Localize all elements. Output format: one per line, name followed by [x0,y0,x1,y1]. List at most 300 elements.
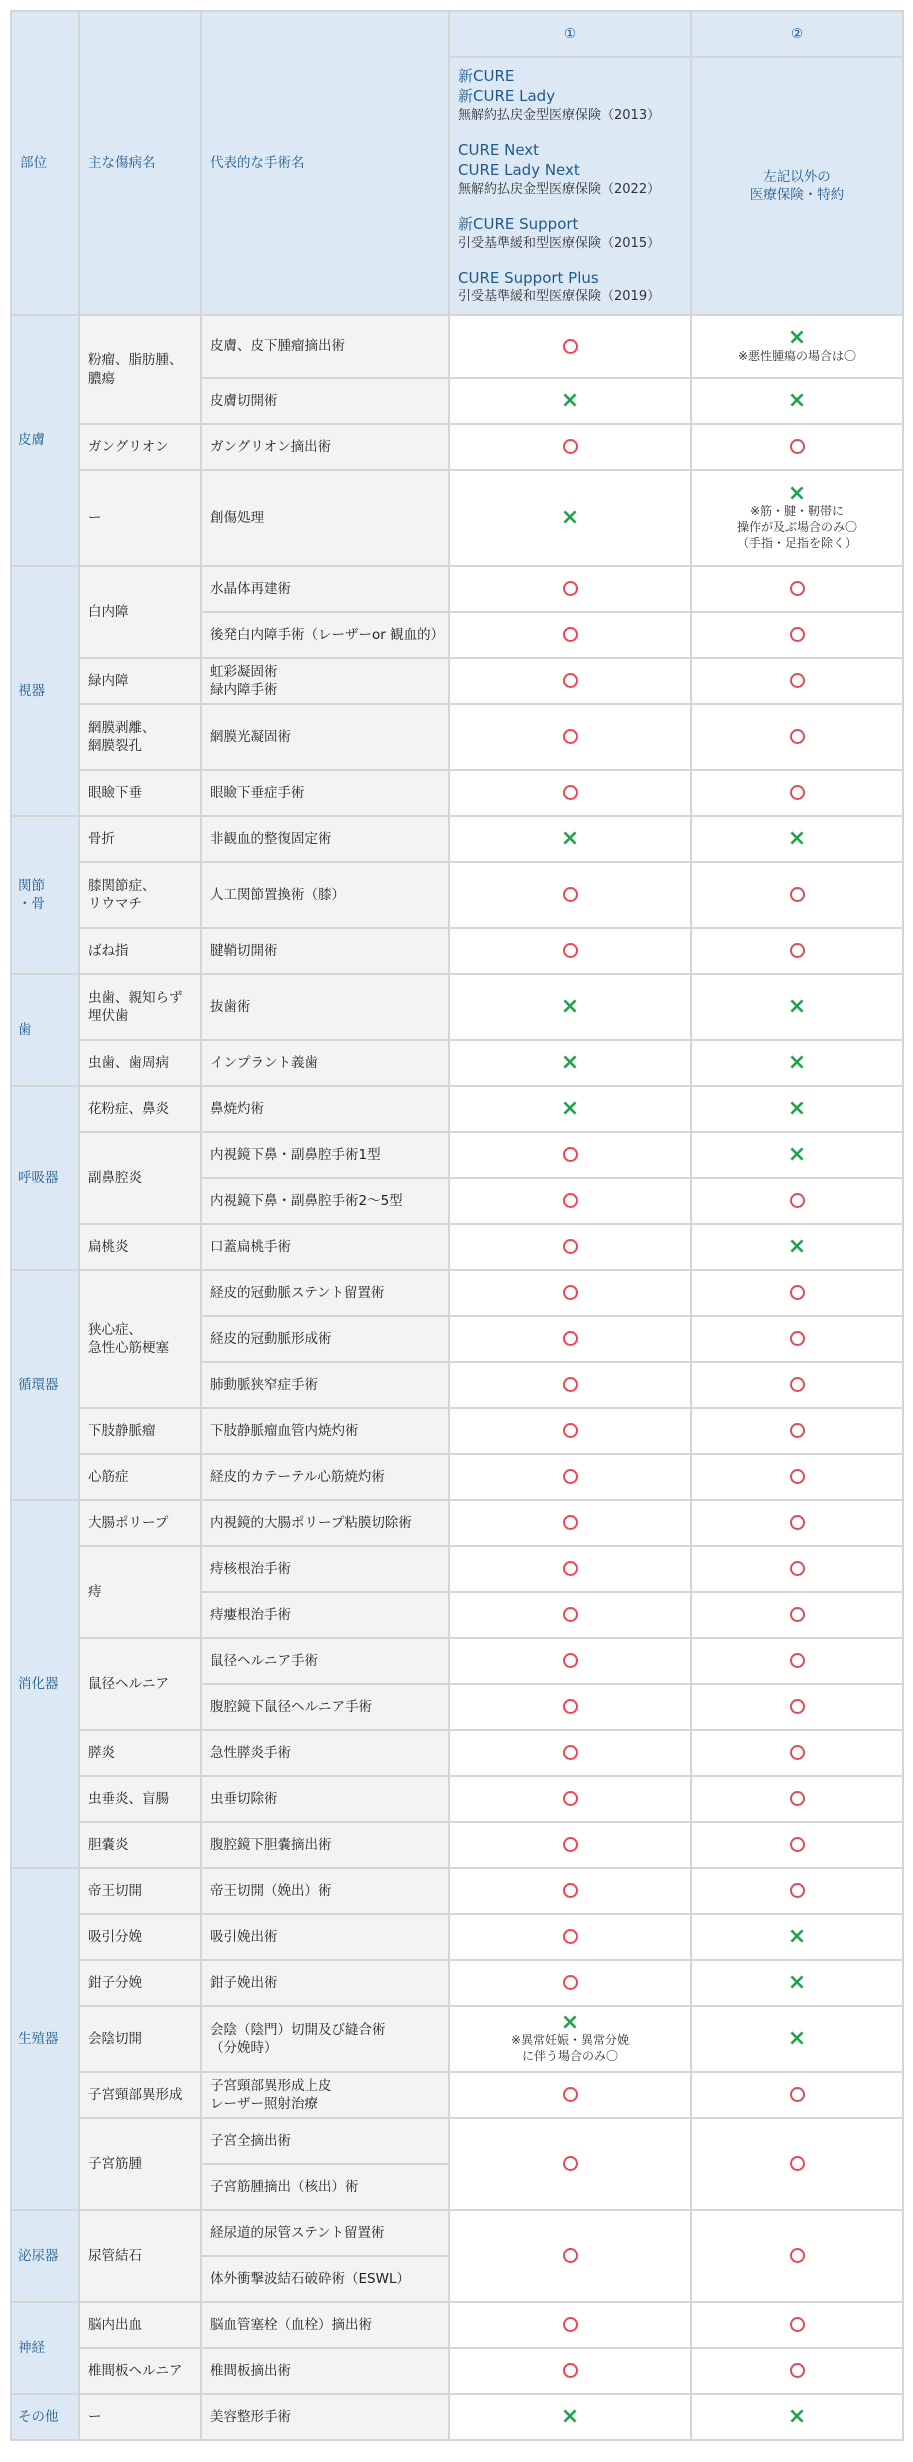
text-line: 経皮的冠動脈形成術 [210,1330,332,1347]
text-line: ※筋・腱・靭帯に [749,503,845,518]
disease-cell [79,566,201,658]
text-line: 埋伏歯 [88,1008,129,1024]
text-line: 経皮的冠動脈ステント留置術 [210,1284,385,1301]
covered-circle-icon [790,1331,805,1346]
disease-cell [79,1868,201,1914]
text-line: 大腸ポリープ [88,1514,169,1531]
covered-circle-icon [563,1193,578,1208]
covered-circle-icon [563,785,578,800]
covered-circle-icon [790,785,805,800]
procedure-cell [201,1868,449,1914]
coverage-cell [691,1270,903,1316]
coverage-cell [691,1730,903,1776]
table-row [11,2302,903,2348]
header-products-2 [691,57,903,315]
covered-circle-icon [790,2156,805,2171]
coverage-cell [449,2072,691,2118]
text-line: 痔瘻根治手術 [210,1606,291,1623]
covered-circle-icon [790,627,805,642]
procedure-cell [201,1132,449,1178]
text-line: 心筋症 [88,1468,129,1485]
procedure-cell [201,1224,449,1270]
text-line: リウマチ [88,896,142,912]
disease-cell [79,1546,201,1638]
procedure-cell [201,1362,449,1408]
coverage-cell [449,1316,691,1362]
text-line: 吸引娩出術 [210,1928,278,1945]
covered-circle-icon [790,1699,805,1714]
text-line: 循環器 [18,1376,59,1393]
covered-circle-icon [563,943,578,958]
table-row [11,704,903,770]
procedure-cell [201,974,449,1040]
not-covered-cross-icon: × [787,1969,807,1995]
procedure-cell [201,1960,449,2006]
body-part-cell [11,1270,79,1500]
product-line: CURE Lady Next [458,161,580,180]
coverage-cell [449,974,691,1040]
coverage-cell [691,1822,903,1868]
text-line: 子宮筋腫摘出（核出）術 [210,2178,359,2195]
covered-circle-icon [790,1837,805,1852]
text-line: 眼瞼下垂症手術 [210,784,305,801]
covered-circle-icon [563,1469,578,1484]
not-covered-cross-icon: × [560,504,580,530]
coverage-cell [449,1546,691,1592]
table-row [11,1224,903,1270]
text-line: 鼠径ヘルニア [88,1675,169,1692]
table-row [11,2118,903,2164]
product-line: 無解約払戻金型医療保険（2022） [458,181,661,197]
table-row [11,1868,903,1914]
text-line: 鼻焼灼術 [210,1100,264,1117]
coverage-cell [691,612,903,658]
covered-circle-icon [563,1423,578,1438]
text-line: 腹腔鏡下胆嚢摘出術 [210,1836,332,1853]
coverage-cell [691,1086,903,1132]
coverage-cell [449,2118,691,2210]
covered-circle-icon [563,2156,578,2171]
text-line: 非観血的整復固定術 [210,830,332,847]
coverage-cell [449,1500,691,1546]
covered-circle-icon [563,581,578,596]
disease-cell [79,1224,201,1270]
disease-cell [79,470,201,566]
covered-circle-icon [563,1975,578,1990]
not-covered-cross-icon: × [787,1923,807,1949]
text-line: 椎間板ヘルニア [88,2362,183,2379]
coverage-cell [691,315,903,378]
text-line: ※異常妊娠・異常分娩 [510,2032,630,2047]
text-line: 視器 [18,682,45,699]
disease-cell [79,1270,201,1408]
text-line: 胆嚢炎 [88,1836,129,1853]
header-disease: 主な傷病名 [79,11,201,315]
disease-cell [79,2210,201,2302]
coverage-cell [691,928,903,974]
covered-circle-icon [790,943,805,958]
disease-cell [79,424,201,470]
table-row [11,1132,903,1178]
disease-cell [79,658,201,704]
text-line: 会陰（陰門）切開及び縫合術 [210,2021,386,2038]
procedure-cell [201,1178,449,1224]
covered-circle-icon [790,729,805,744]
coverage-note [696,503,898,552]
disease-cell [79,974,201,1040]
covered-circle-icon [563,2248,578,2263]
coverage-cell [691,2394,903,2440]
text-line: 網膜光凝固術 [210,728,291,745]
procedure-cell [201,704,449,770]
text-line: 口蓋扁桃手術 [210,1238,291,1255]
coverage-cell [449,612,691,658]
text-line: 内視鏡下鼻・副鼻腔手術2～5型 [210,1192,403,1209]
text-line: 水晶体再建術 [210,580,291,597]
table-row [11,1730,903,1776]
table-row [11,1546,903,1592]
text-line: 鉗子分娩 [88,1974,142,1991]
text-line: レーザー照射治療 [210,2096,318,2112]
table-row [11,1040,903,1086]
covered-circle-icon [563,1745,578,1760]
text-line: ガングリオン摘出術 [210,438,332,455]
covered-circle-icon [563,1239,578,1254]
table-row [11,1500,903,1546]
table-row [11,1914,903,1960]
not-covered-cross-icon: × [787,993,807,1019]
not-covered-cross-icon: × [560,387,580,413]
covered-circle-icon [563,2317,578,2332]
disease-cell [79,770,201,816]
coverage-cell [449,1868,691,1914]
coverage-cell [449,1454,691,1500]
coverage-cell [691,1546,903,1592]
table-row [11,1822,903,1868]
text-line: 膿瘍 [88,370,115,387]
covered-circle-icon [790,2087,805,2102]
coverage-cell [449,1822,691,1868]
covered-circle-icon [790,1607,805,1622]
coverage-cell [449,1086,691,1132]
coverage-cell [449,704,691,770]
product-line: 引受基準緩和型医療保険（2015） [458,235,661,251]
covered-circle-icon [563,673,578,688]
covered-circle-icon [563,2363,578,2378]
procedure-cell [201,1822,449,1868]
coverage-cell [691,378,903,424]
text-line: （手指・足指を除く） [736,536,857,551]
procedure-cell [201,1316,449,1362]
text-line: 椎間板摘出術 [210,2362,291,2379]
not-covered-cross-icon: × [560,1049,580,1075]
table-row [11,658,903,704]
coverage-cell [691,1638,903,1684]
header-part: 部位 [11,11,79,315]
covered-circle-icon [790,2363,805,2378]
procedure-cell [201,1408,449,1454]
coverage-cell [449,2302,691,2348]
text-line: 皮膚切開術 [210,392,278,409]
disease-cell [79,1960,201,2006]
text-line: （分娩時） [210,2040,278,2056]
text-line: 脳血管塞栓（血栓）摘出術 [210,2316,372,2333]
coverage-cell [449,315,691,378]
table-row [11,1270,903,1316]
covered-circle-icon [563,1561,578,1576]
header-products-1 [449,57,691,315]
table-row [11,862,903,928]
covered-circle-icon [563,1285,578,1300]
disease-cell [79,2348,201,2394]
coverage-cell [691,2348,903,2394]
text-line: 泌尿器 [18,2247,59,2264]
text-line: 消化器 [18,1675,59,1692]
covered-circle-icon [790,887,805,902]
covered-circle-icon [790,1285,805,1300]
coverage-cell [691,1684,903,1730]
coverage-cell [449,1224,691,1270]
covered-circle-icon [790,1561,805,1576]
procedure-cell [201,1592,449,1638]
text-line: 人工関節置換術（膝） [210,886,345,903]
procedure-cell [201,1086,449,1132]
header-procedure: 代表的な手術名 [201,11,449,315]
covered-circle-icon [790,1745,805,1760]
text-line: 肺動脈狭窄症手術 [210,1376,318,1393]
coverage-cell [449,2210,691,2302]
disease-cell [79,928,201,974]
coverage-cell [449,1408,691,1454]
coverage-cell [449,1776,691,1822]
text-line: 皮膚、皮下腫瘤摘出術 [210,338,345,355]
disease-cell [79,1730,201,1776]
not-covered-cross-icon: × [560,2009,580,2035]
table-row [11,770,903,816]
text-line: ー [88,509,102,526]
coverage-cell [449,1730,691,1776]
disease-cell [79,1638,201,1730]
text-line: 狭心症、 [88,1321,142,1338]
coverage-cell [691,1316,903,1362]
text-line: 操作が及ぶ場合のみ〇 [736,520,857,535]
procedure-cell [201,2006,449,2072]
coverage-cell [691,566,903,612]
procedure-cell [201,1546,449,1592]
coverage-cell [691,770,903,816]
text-line: 膵炎 [88,1744,115,1761]
procedure-cell [201,1776,449,1822]
table-header [11,11,903,315]
table-row [11,2006,903,2072]
text-line: 緑内障 [88,672,129,689]
coverage-table-container [10,10,902,2441]
coverage-cell [691,1362,903,1408]
coverage-cell [449,424,691,470]
coverage-cell [449,1178,691,1224]
covered-circle-icon [790,2317,805,2332]
disease-cell [79,2394,201,2440]
procedure-cell [201,1914,449,1960]
coverage-cell [449,1638,691,1684]
covered-circle-icon [563,1837,578,1852]
procedure-cell [201,1500,449,1546]
coverage-cell [449,770,691,816]
procedure-cell [201,2394,449,2440]
header-number-2: ② [691,11,903,57]
table-row [11,1454,903,1500]
coverage-note [696,348,898,364]
text-line: 骨折 [88,830,115,847]
text-line: 緑内障手術 [210,682,278,698]
text-line: に伴う場合のみ〇 [521,2049,618,2064]
text-line: 体外衝撃波結石破砕術（ESWL） [210,2270,410,2287]
text-line: 痔核根治手術 [210,1560,291,1577]
body-part-cell [11,315,79,566]
text-line: 帝王切開（娩出）術 [210,1882,332,1899]
table-row [11,315,903,378]
coverage-cell [691,1132,903,1178]
coverage-cell [449,1270,691,1316]
coverage-cell [449,378,691,424]
not-covered-cross-icon: × [560,993,580,1019]
coverage-cell [691,424,903,470]
covered-circle-icon [563,439,578,454]
text-line: 子宮頸部異形成 [88,2086,183,2103]
text-line: 虫垂炎、盲腸 [88,1790,169,1807]
coverage-cell [691,2210,903,2302]
covered-circle-icon [790,1791,805,1806]
coverage-cell [449,816,691,862]
text-line: 会陰切開 [88,2030,142,2047]
text-line: 花粉症、鼻炎 [88,1100,169,1117]
text-line: 生殖器 [18,2030,59,2047]
product-line: 新CURE Lady [458,87,556,106]
not-covered-cross-icon: × [787,825,807,851]
covered-circle-icon [790,1469,805,1484]
procedure-cell [201,2256,449,2302]
coverage-cell [691,2118,903,2210]
text-line: 下肢静脈瘤 [88,1422,156,1439]
covered-circle-icon [790,1377,805,1392]
product-line: CURE Support Plus [458,269,599,288]
text-line: 創傷処理 [210,509,264,526]
coverage-cell [691,1960,903,2006]
procedure-cell [201,315,449,378]
covered-circle-icon [790,1193,805,1208]
coverage-cell [449,1592,691,1638]
covered-circle-icon [563,1377,578,1392]
procedure-cell [201,2348,449,2394]
procedure-cell [201,1638,449,1684]
covered-circle-icon [790,2248,805,2263]
coverage-cell [449,862,691,928]
coverage-cell [691,1868,903,1914]
table-row [11,974,903,1040]
coverage-cell [691,1500,903,1546]
not-covered-cross-icon: × [560,2403,580,2429]
body-part-cell [11,566,79,816]
coverage-cell [691,1454,903,1500]
coverage-cell [449,1362,691,1408]
text-line: 後発白内障手術（レーザーor 観血的） [210,626,445,643]
procedure-cell [201,424,449,470]
procedure-cell [201,1040,449,1086]
text-line: 眼瞼下垂 [88,784,142,801]
coverage-cell [691,1224,903,1270]
text-line: 呼吸器 [18,1169,59,1186]
coverage-cell [449,1132,691,1178]
not-covered-cross-icon: × [560,825,580,851]
covered-circle-icon [790,1883,805,1898]
text-line: 痔 [88,1583,102,1600]
text-line: 腹腔鏡下鼠径ヘルニア手術 [210,1698,372,1715]
coverage-cell [449,2006,691,2072]
procedure-cell [201,1270,449,1316]
coverage-note [454,2032,686,2064]
coverage-cell [691,862,903,928]
procedure-cell [201,658,449,704]
text-line: 歯 [18,1021,32,1038]
text-line: ・骨 [18,896,45,912]
disease-cell [79,1132,201,1224]
header-number-1: ① [449,11,691,57]
coverage-cell [449,2348,691,2394]
text-line: 網膜裂孔 [88,738,142,754]
not-covered-cross-icon: × [787,1049,807,1075]
table-row [11,1638,903,1684]
text-line: 鼠径ヘルニア手術 [210,1652,318,1669]
text-line: 虫垂切除術 [210,1790,278,1807]
table-row [11,566,903,612]
text-line: ー [88,2408,102,2425]
not-covered-cross-icon: × [560,1095,580,1121]
covered-circle-icon [563,1607,578,1622]
text-line: 網膜剥離、 [88,719,156,736]
coverage-cell [691,1408,903,1454]
text-line: 腱鞘切開術 [210,942,278,959]
header-row-numbers [11,11,903,57]
covered-circle-icon [790,1515,805,1530]
procedure-cell [201,928,449,974]
covered-circle-icon [563,887,578,902]
text-line: 吸引分娩 [88,1928,142,1945]
text-line: ※悪性腫瘍の場合は〇 [737,348,857,363]
body-part-cell [11,2394,79,2440]
body-part-cell [11,2302,79,2394]
text-line: 膝関節症、 [88,877,156,894]
table-row [11,2394,903,2440]
procedure-cell [201,770,449,816]
text-line: 抜歯術 [210,998,251,1015]
coverage-cell [691,1592,903,1638]
text-line: 内視鏡的大腸ポリープ粘膜切除術 [210,1514,412,1531]
product-line: 引受基準緩和型医療保険（2019） [458,289,661,305]
procedure-cell [201,816,449,862]
product-line: 新CURE Support [458,215,579,234]
disease-cell [79,1040,201,1086]
text-line: インプラント義歯 [210,1054,318,1071]
body-part-cell [11,1868,79,2210]
disease-cell [79,2302,201,2348]
table-row [11,1960,903,2006]
text-line: 扁桃炎 [88,1238,129,1255]
coverage-cell [691,1040,903,1086]
table-row [11,1776,903,1822]
coverage-cell [449,928,691,974]
coverage-cell [449,1684,691,1730]
coverage-cell [449,658,691,704]
